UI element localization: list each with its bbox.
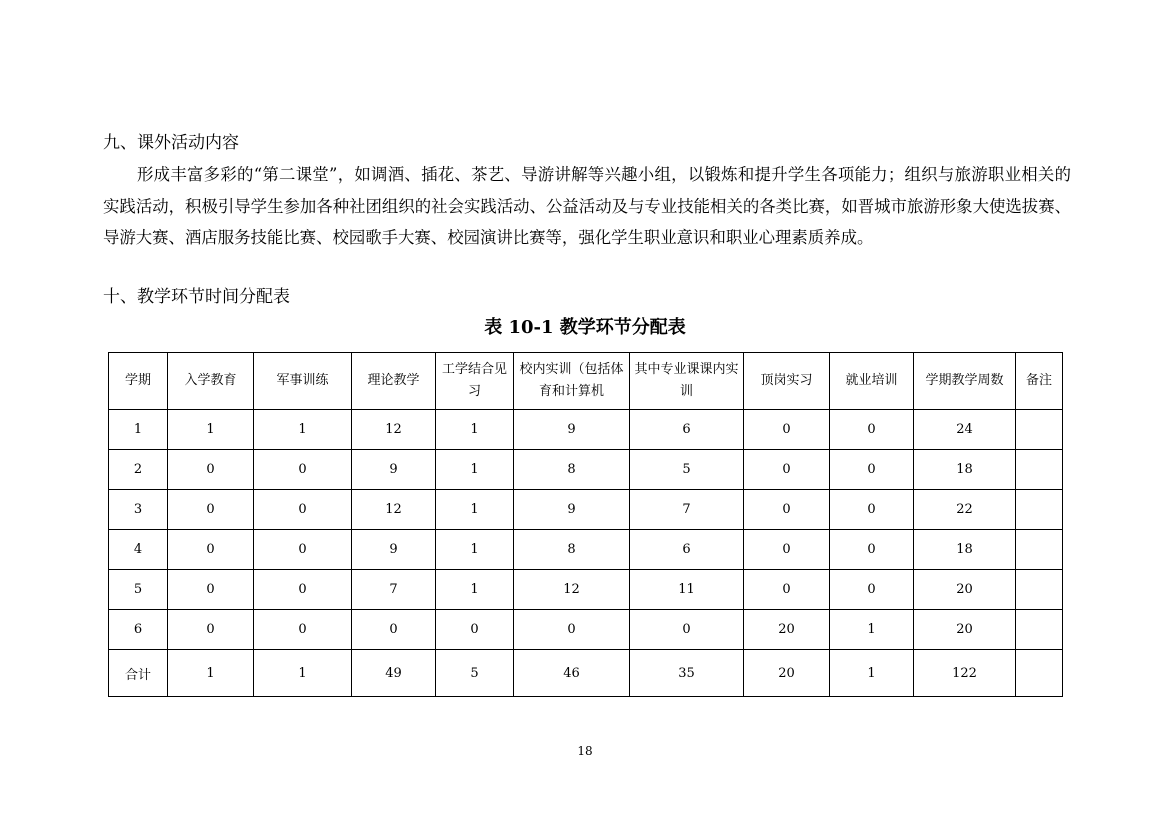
table-cell: 0: [830, 450, 914, 490]
table-cell: 7: [352, 570, 436, 610]
table-cell: 0: [254, 570, 352, 610]
table-cell: [1016, 650, 1063, 697]
table-cell: 8: [514, 530, 630, 570]
header-cell: 工学结合见习: [436, 353, 514, 410]
header-cell: 学期教学周数: [914, 353, 1016, 410]
header-cell: 入学教育: [168, 353, 254, 410]
table-cell: 1: [436, 410, 514, 450]
table-row: [109, 570, 1063, 610]
table-cell: 5: [630, 450, 744, 490]
table-cell: 0: [830, 570, 914, 610]
table-row: [109, 410, 1063, 450]
table-row: [109, 450, 1063, 490]
header-cell: 军事训练: [254, 353, 352, 410]
table-cell: 12: [352, 490, 436, 530]
header-cell: 就业培训: [830, 353, 914, 410]
table-cell: 0: [744, 570, 830, 610]
table-cell: 22: [914, 490, 1016, 530]
table-cell: 9: [514, 490, 630, 530]
table-cell: 0: [744, 490, 830, 530]
table-cell: 49: [352, 650, 436, 697]
table-cell: 9: [352, 450, 436, 490]
table-cell: 20: [914, 570, 1016, 610]
page-number: 18: [577, 744, 593, 758]
table-row: [109, 610, 1063, 650]
table-cell: 1: [109, 410, 168, 450]
table-cell: [1016, 570, 1063, 610]
table-cell: 20: [914, 610, 1016, 650]
header-cell: 校内实训（包括体育和计算机: [514, 353, 630, 410]
table-title: 表 10-1 教学环节分配表: [484, 317, 686, 338]
table-cell: 5: [109, 570, 168, 610]
table-cell: 合计: [109, 650, 168, 697]
table-cell: [1016, 410, 1063, 450]
section-heading-teaching-schedule: 十、教学环节时间分配表: [103, 287, 290, 307]
table-cell: 2: [109, 450, 168, 490]
table-cell: 12: [352, 410, 436, 450]
table-cell: [1016, 530, 1063, 570]
table-cell: 0: [254, 490, 352, 530]
table-cell: 0: [352, 610, 436, 650]
table-cell: 20: [744, 610, 830, 650]
table-cell: 0: [254, 450, 352, 490]
table-cell: 0: [168, 490, 254, 530]
table-cell: 11: [630, 570, 744, 610]
header-cell: 其中专业课课内实训: [630, 353, 744, 410]
table-cell: 1: [436, 450, 514, 490]
table-cell: 1: [830, 610, 914, 650]
table-cell: 5: [436, 650, 514, 697]
header-cell: 顶岗实习: [744, 353, 830, 410]
table-cell: 1: [168, 650, 254, 697]
table-cell: 0: [168, 610, 254, 650]
section-heading-extracurricular: 九、课外活动内容: [103, 133, 239, 153]
header-cell: 学期: [109, 353, 168, 410]
table-cell: 18: [914, 450, 1016, 490]
table-cell: 0: [254, 530, 352, 570]
table-cell: 1: [436, 530, 514, 570]
table-cell: [1016, 450, 1063, 490]
table-cell: 6: [630, 410, 744, 450]
table-cell: 0: [830, 530, 914, 570]
table-cell: 8: [514, 450, 630, 490]
table-cell: 1: [168, 410, 254, 450]
teaching-allocation-table: [108, 352, 1063, 697]
table-cell: 12: [514, 570, 630, 610]
table-cell: 4: [109, 530, 168, 570]
table-cell: 9: [514, 410, 630, 450]
table-cell: 0: [744, 530, 830, 570]
table-cell: 1: [436, 490, 514, 530]
table-cell: [1016, 490, 1063, 530]
table-cell: 0: [830, 490, 914, 530]
table-cell: 0: [744, 410, 830, 450]
table-cell: 35: [630, 650, 744, 697]
extracurricular-paragraph: 形成丰富多彩的“第二课堂”，如调酒、插花、茶艺、导游讲解等兴趣小组，以锻炼和提升学生各项能力；组织与旅游职业相关的实践活动，积极引导学生参加各种社团组织的社会实践活动、公益活动及与专业技能相关的各类比赛，如晋城市旅游形象大使选拔赛、导游大赛、酒店服务技能比赛、校园歌手大赛、校园演讲比赛等，强化学生职业意识和职业心理素质养成。: [103, 165, 1071, 247]
table-row: [109, 490, 1063, 530]
table-cell: 0: [168, 530, 254, 570]
table-cell: 0: [254, 610, 352, 650]
table-cell: 1: [830, 650, 914, 697]
table-cell: 1: [254, 410, 352, 450]
table-cell: 0: [436, 610, 514, 650]
table-cell: 18: [914, 530, 1016, 570]
table-cell: 1: [254, 650, 352, 697]
header-cell: 备注: [1016, 353, 1063, 410]
table-cell: 3: [109, 490, 168, 530]
table-cell: 9: [352, 530, 436, 570]
table-total-row: [109, 650, 1063, 697]
table-cell: 0: [168, 570, 254, 610]
table-cell: 1: [436, 570, 514, 610]
table-cell: 0: [744, 450, 830, 490]
table-cell: 6: [630, 530, 744, 570]
table-cell: 0: [830, 410, 914, 450]
table-row: [109, 530, 1063, 570]
table-cell: 46: [514, 650, 630, 697]
table-cell: 20: [744, 650, 830, 697]
table-cell: 122: [914, 650, 1016, 697]
header-cell: 理论教学: [352, 353, 436, 410]
table-cell: [1016, 610, 1063, 650]
table-cell: 6: [109, 610, 168, 650]
table-cell: 0: [514, 610, 630, 650]
table-header-row: [109, 353, 1063, 410]
table-cell: 0: [630, 610, 744, 650]
table-cell: 7: [630, 490, 744, 530]
table-cell: 24: [914, 410, 1016, 450]
table-cell: 0: [168, 450, 254, 490]
